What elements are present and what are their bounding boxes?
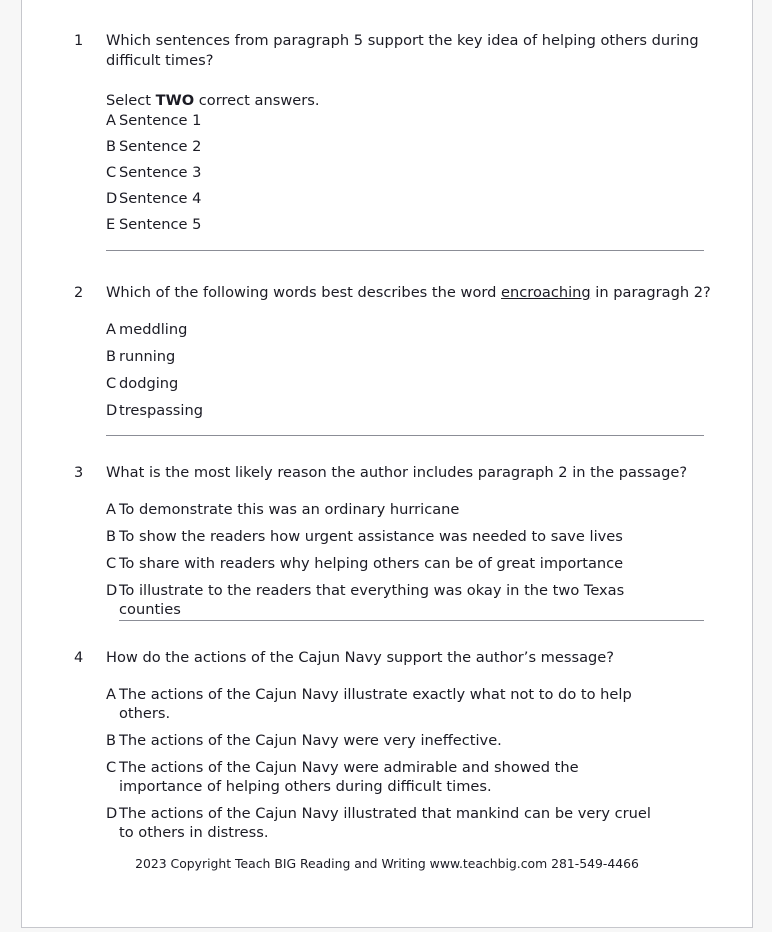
option-letter: A [106, 686, 116, 703]
question-1-options [106, 111, 752, 234]
question-3-number: 3 [74, 465, 84, 481]
option-4-b[interactable] [106, 731, 752, 750]
option-letter: C [106, 759, 117, 776]
option-1-c[interactable] [106, 163, 752, 182]
option-letter: D [106, 190, 118, 207]
question-1-prompt: Which sentences from paragraph 5 support the key idea of helping others during difficult times? [106, 32, 699, 69]
option-2-c[interactable] [106, 374, 752, 393]
option-text: dodging [119, 375, 179, 392]
option-text: To illustrate to the readers that everything was okay in the two Texas counties [119, 582, 625, 618]
option-1-a[interactable] [106, 111, 752, 130]
option-letter: E [106, 216, 116, 233]
option-text: The actions of the Cajun Navy were very ineffective. [119, 732, 502, 749]
option-text: To demonstrate this was an ordinary hurricane [119, 501, 460, 518]
option-letter: C [106, 375, 117, 392]
divider-after-question-1 [106, 250, 704, 251]
option-1-b[interactable] [106, 137, 752, 156]
option-1-e[interactable] [106, 215, 752, 234]
question-1-instruction [106, 91, 752, 111]
option-3-b[interactable] [106, 527, 752, 546]
option-4-d[interactable] [106, 804, 752, 842]
option-text: Sentence 5 [119, 216, 202, 233]
question-3-header [22, 463, 752, 483]
question-1-number: 1 [74, 33, 84, 49]
option-3-c[interactable] [106, 554, 752, 573]
question-3-prompt: What is the most likely reason the author includes paragraph 2 in the passage? [106, 464, 688, 481]
option-1-d[interactable] [106, 189, 752, 208]
option-text: To show the readers how urgent assistance was needed to save lives [119, 528, 623, 545]
instruction-suffix: correct answers. [194, 92, 320, 109]
option-text: Sentence 4 [119, 190, 202, 207]
worksheet-page [21, 0, 753, 928]
option-2-d[interactable] [106, 401, 752, 420]
question-block-1 [22, 31, 752, 241]
question-2-number: 2 [74, 285, 84, 301]
option-letter: A [106, 321, 116, 338]
option-letter: C [106, 164, 117, 181]
option-letter: A [106, 501, 116, 518]
option-text: trespassing [119, 402, 203, 419]
instruction-prefix: Select [106, 92, 156, 109]
option-3-d[interactable] [106, 581, 752, 619]
page-footer: 2023 Copyright Teach BIG Reading and Writing www.teachbig.com 281-549-4466 [135, 856, 639, 871]
option-letter: A [106, 112, 116, 129]
option-letter: D [106, 805, 118, 822]
option-letter: B [106, 528, 117, 545]
prompt-part-2: in paragragh 2? [590, 284, 711, 301]
option-text: meddling [119, 321, 188, 338]
question-2-options [106, 320, 752, 420]
option-text: The actions of the Cajun Navy were admirable and showed the importance of helping others during difficult times. [119, 759, 579, 795]
option-letter: D [106, 582, 118, 599]
option-letter: C [106, 555, 117, 572]
divider-after-question-3 [119, 620, 704, 621]
option-letter: B [106, 348, 117, 365]
question-4-prompt: How do the actions of the Cajun Navy support the author’s message? [106, 649, 615, 666]
option-text: The actions of the Cajun Navy illustrated that mankind can be very cruel to others in distress. [119, 805, 651, 841]
worksheet-content [22, 0, 752, 927]
prompt-underlined-term: encroaching [501, 284, 591, 301]
question-block-3 [22, 463, 752, 627]
option-text: Sentence 3 [119, 164, 202, 181]
question-block-4 [22, 648, 752, 850]
option-text: running [119, 348, 176, 365]
option-text: To share with readers why helping others can be of great importance [119, 555, 624, 572]
option-2-b[interactable] [106, 347, 752, 366]
option-letter: D [106, 402, 118, 419]
option-4-c[interactable] [106, 758, 752, 796]
question-3-options [106, 500, 752, 619]
question-2-header [22, 283, 752, 303]
question-2-prompt [106, 283, 752, 303]
option-text: Sentence 2 [119, 138, 202, 155]
prompt-part-1: Which of the following words best describes the word [106, 284, 502, 301]
option-letter: B [106, 138, 117, 155]
question-4-options [106, 685, 752, 842]
option-text: Sentence 1 [119, 112, 202, 129]
question-4-number: 4 [74, 650, 84, 666]
question-1-header [22, 31, 752, 71]
option-letter: B [106, 732, 117, 749]
option-4-a[interactable] [106, 685, 752, 723]
instruction-emphasis: TWO [155, 92, 195, 109]
question-block-2 [22, 283, 752, 428]
divider-after-question-2 [106, 435, 704, 436]
option-2-a[interactable] [106, 320, 752, 339]
option-3-a[interactable] [106, 500, 752, 519]
question-4-header [22, 648, 752, 668]
option-text: The actions of the Cajun Navy illustrate exactly what not to do to help others. [119, 686, 632, 722]
